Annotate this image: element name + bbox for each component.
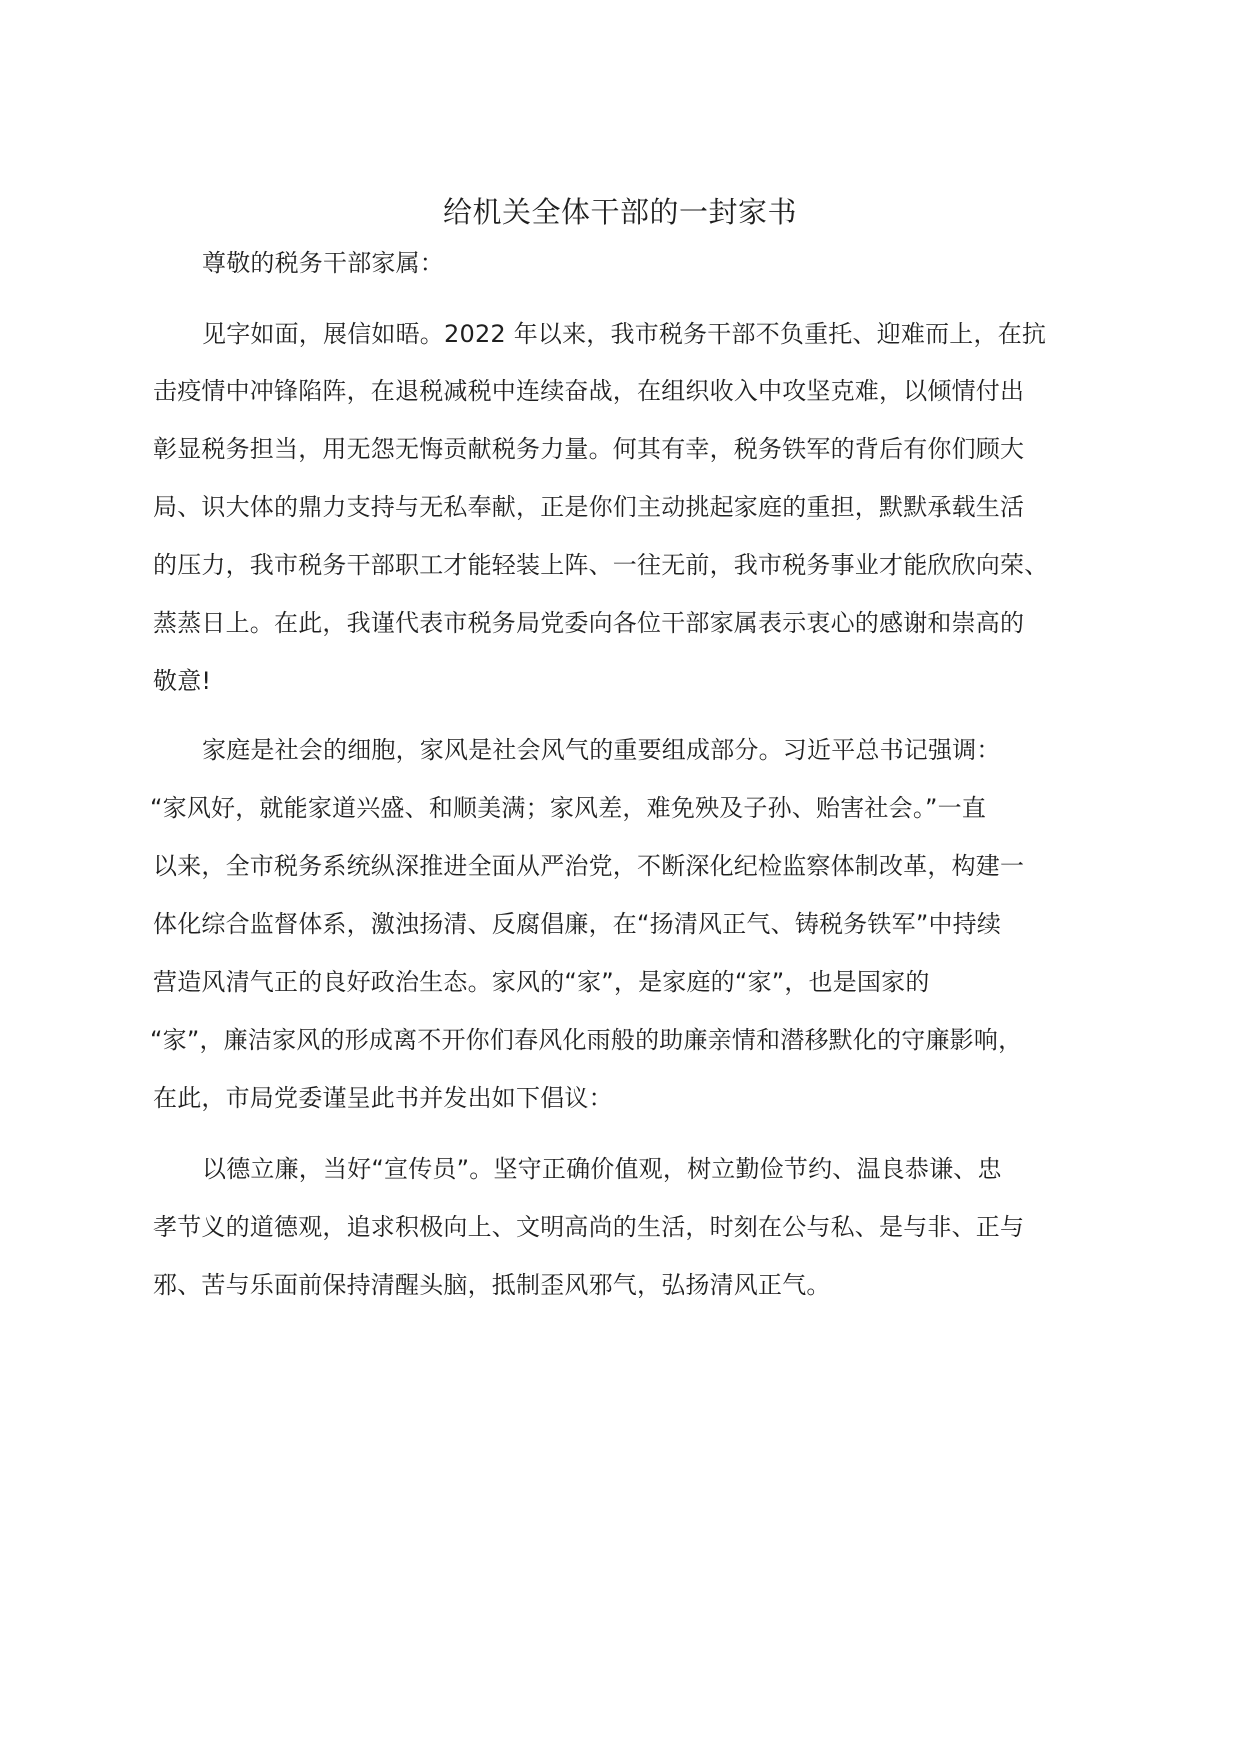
salutation: 尊敬的税务干部家属：: [202, 249, 444, 277]
paragraph-1-line-5: 的压力，我市税务干部职工才能轻装上阵、一往无前，我市税务事业才能欣欣向荣、: [153, 551, 1049, 579]
paragraph-2-line-1: 家庭是社会的细胞，家风是社会风气的重要组成部分。习近平总书记强调：: [202, 736, 1001, 764]
paragraph-2-line-2: “家风好，就能家道兴盛、和顺美满；家风差，难免殃及子孙、贻害社会。”一直: [150, 794, 987, 822]
paragraph-2-line-5: 营造风清气正的良好政治生态。家风的“家”，是家庭的“家”，也是国家的: [153, 968, 930, 996]
paragraph-3-line-3: 邪、苦与乐面前保持清醒头脑，抵制歪风邪气，弘扬清风正气。: [153, 1271, 831, 1299]
document-title: 给机关全体干部的一封家书: [442, 195, 797, 229]
paragraph-1-line-6: 蒸蒸日上。在此，我谨代表市税务局党委向各位干部家属表示衷心的感谢和崇高的: [153, 609, 1025, 637]
paragraph-1-line-1: 见字如面，展信如晤。2022 年以来，我市税务干部不负重托、迎难而上，在抗: [202, 320, 1047, 348]
paragraph-1-line-3: 彰显税务担当，用无怨无悔贡献税务力量。何其有幸，税务铁军的背后有你们顾大: [153, 435, 1025, 463]
paragraph-2-line-4: 体化综合监督体系，激浊扬清、反腐倡廉，在“扬清风正气、铸税务铁军”中持续: [153, 910, 1002, 938]
paragraph-2-line-6: “家”，廉洁家风的形成离不开你们春风化雨般的助廉亲情和潜移默化的守廉影响，: [150, 1026, 1023, 1054]
paragraph-1-line-7: 敬意!: [153, 667, 212, 695]
paragraph-1-line-4: 局、识大体的鼎力支持与无私奉献，正是你们主动挑起家庭的重担，默默承载生活: [153, 493, 1025, 521]
paragraph-3-line-2: 孝节义的道德观，追求积极向上、文明高尚的生活，时刻在公与私、是与非、正与: [153, 1213, 1025, 1241]
paragraph-3-line-1: 以德立廉，当好“宣传员”。坚守正确价值观，树立勤俭节约、温良恭谦、忠: [202, 1155, 1002, 1183]
paragraph-1-line-2: 击疫情中冲锋陷阵，在退税减税中连续奋战，在组织收入中攻坚克难，以倾情付出: [153, 377, 1025, 405]
paragraph-2-line-3: 以来，全市税务系统纵深推进全面从严治党，不断深化纪检监察体制改革，构建一: [153, 852, 1025, 880]
paragraph-2-line-7: 在此，市局党委谨呈此书并发出如下倡议：: [153, 1084, 613, 1112]
